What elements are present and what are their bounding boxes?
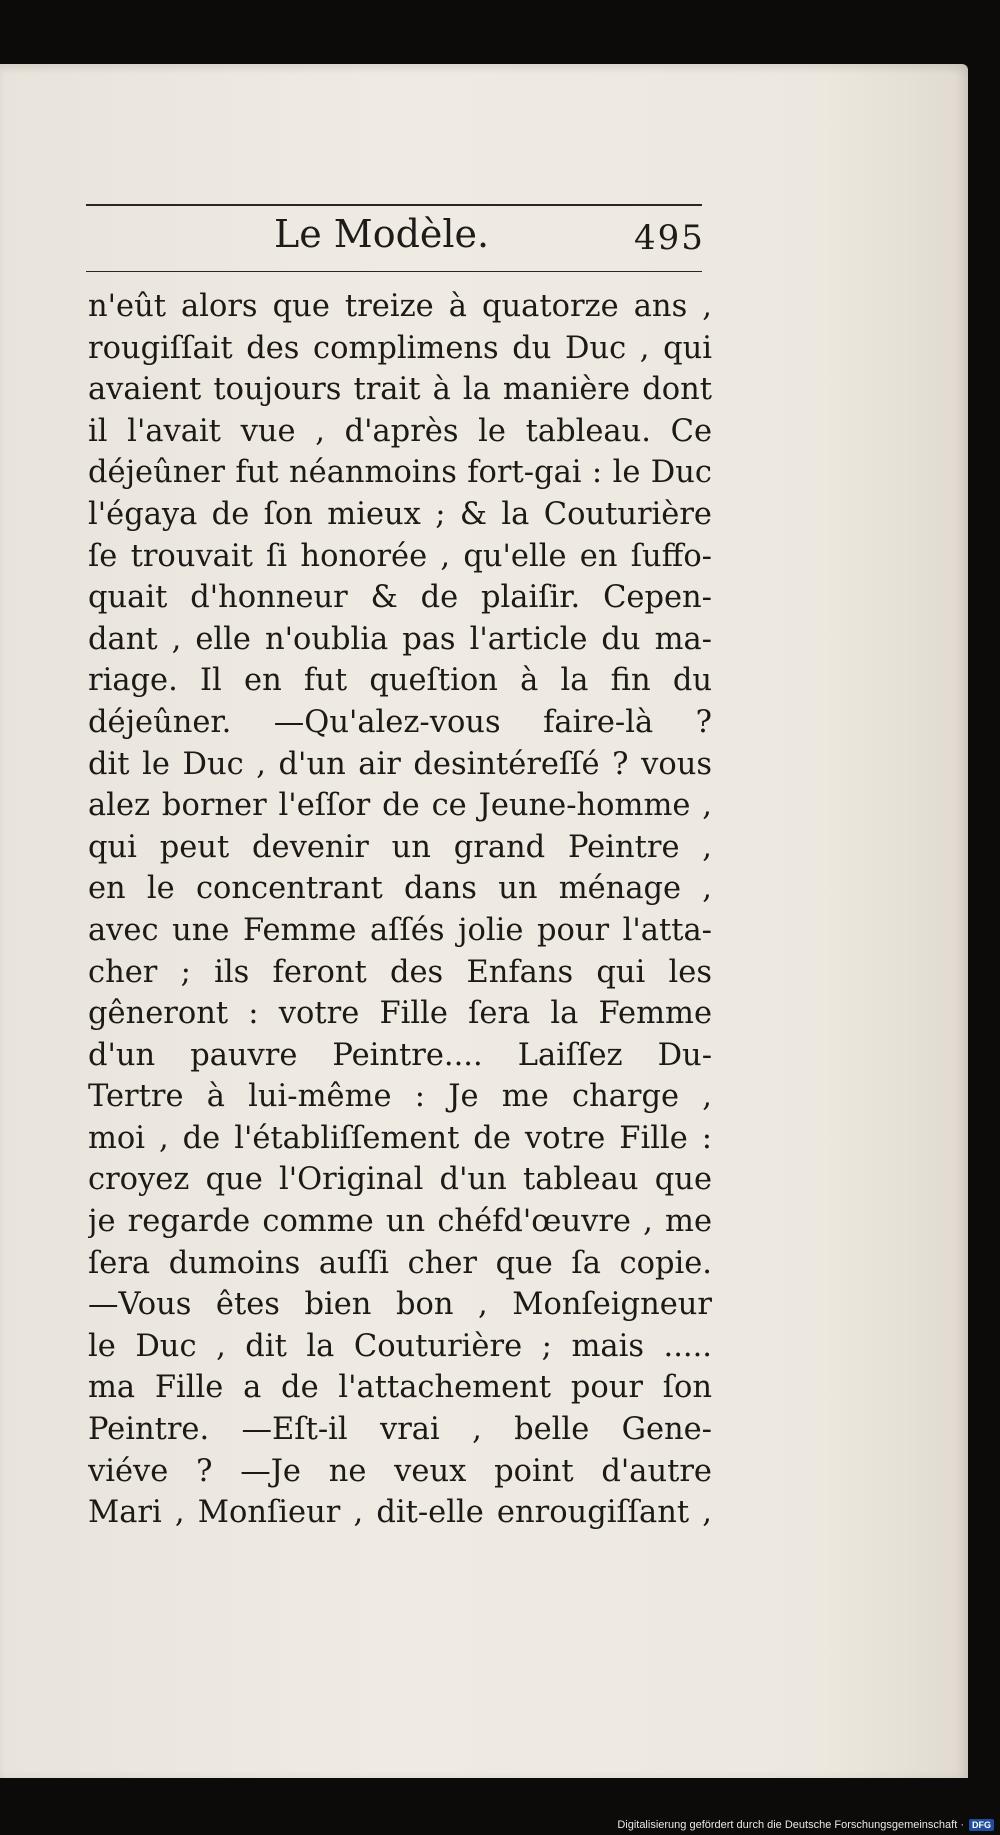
- text-line: dit le Duc , d'un air desintéreſſé ? vous: [88, 746, 712, 782]
- credit-text: Digitalisierung gefördert durch die Deutsche Forschungsgemeinschaft ·: [617, 1819, 964, 1831]
- text-line: rougiſſait des complimens du Duc , qui: [88, 330, 712, 366]
- text-line: Peintre. —Eſt-il vrai , belle Gene-: [88, 1412, 712, 1448]
- page-number: 495: [634, 218, 705, 258]
- text-line: dant , elle n'oublia pas l'article du ma-: [88, 621, 712, 657]
- text-line: Tertre à lui-même : Je me charge ,: [88, 1079, 712, 1115]
- header-rule-top: [86, 204, 702, 206]
- text-line: qui peut devenir un grand Peintre ,: [88, 829, 712, 865]
- text-line: ſera dumoins auſſi cher que ſa copie.: [88, 1245, 712, 1281]
- text-line: déjeûner fut néanmoins fort-gai : le Duc: [88, 455, 712, 491]
- running-title: Le Modèle.: [274, 212, 490, 256]
- text-line: alez borner l'eſſor de ce Jeune-homme ,: [88, 788, 712, 824]
- text-line: avaient toujours trait à la manière dont: [88, 372, 712, 408]
- text-line: il l'avait vue , d'après le tableau. Ce: [88, 413, 712, 449]
- text-line: déjeûner. —Qu'alez-vous faire-là ?: [88, 704, 712, 740]
- text-line: riage. Il en fut queſtion à la fin du: [88, 663, 712, 699]
- text-line: je regarde comme un chéfd'œuvre , me: [88, 1204, 712, 1240]
- text-line: avec une Femme aſſés jolie pour l'atta-: [88, 912, 712, 948]
- text-line: le Duc , dit la Couturière ; mais .....: [88, 1328, 712, 1364]
- text-line: quait d'honneur & de plaiſir. Cepen-: [88, 580, 712, 616]
- body-text: [88, 286, 712, 1534]
- text-line: Mari , Monſieur , dit-elle enrougiſſant ,: [88, 1495, 712, 1531]
- text-line: croyez que l'Original d'un tableau que: [88, 1162, 712, 1198]
- text-line: cher ; ils feront des Enfans qui les: [88, 954, 712, 990]
- text-line: —Vous êtes bien bon , Monſeigneur: [88, 1287, 712, 1323]
- text-line: viéve ? —Je ne veux point d'autre: [88, 1453, 712, 1489]
- text-line: d'un pauvre Peintre.... Laiſſez Du-: [88, 1037, 712, 1073]
- header-rule-bottom: [86, 271, 702, 272]
- text-line: moi , de l'établiſſement de votre Fille :: [88, 1120, 712, 1156]
- text-line: ma Fille a de l'attachement pour ſon: [88, 1370, 712, 1406]
- text-line: gêneront : votre Fille ſera la Femme: [88, 996, 712, 1032]
- digitization-credit: [617, 1819, 994, 1831]
- text-line: n'eût alors que treize à quatorze ans ,: [88, 289, 712, 324]
- text-line: en le concentrant dans un ménage ,: [88, 871, 712, 907]
- text-line: l'égaya de ſon mieux ; & la Couturière: [88, 496, 712, 532]
- text-line: ſe trouvait ſi honorée , qu'elle en ſuffo-: [88, 538, 712, 574]
- dfg-logo: DFG: [969, 1819, 994, 1831]
